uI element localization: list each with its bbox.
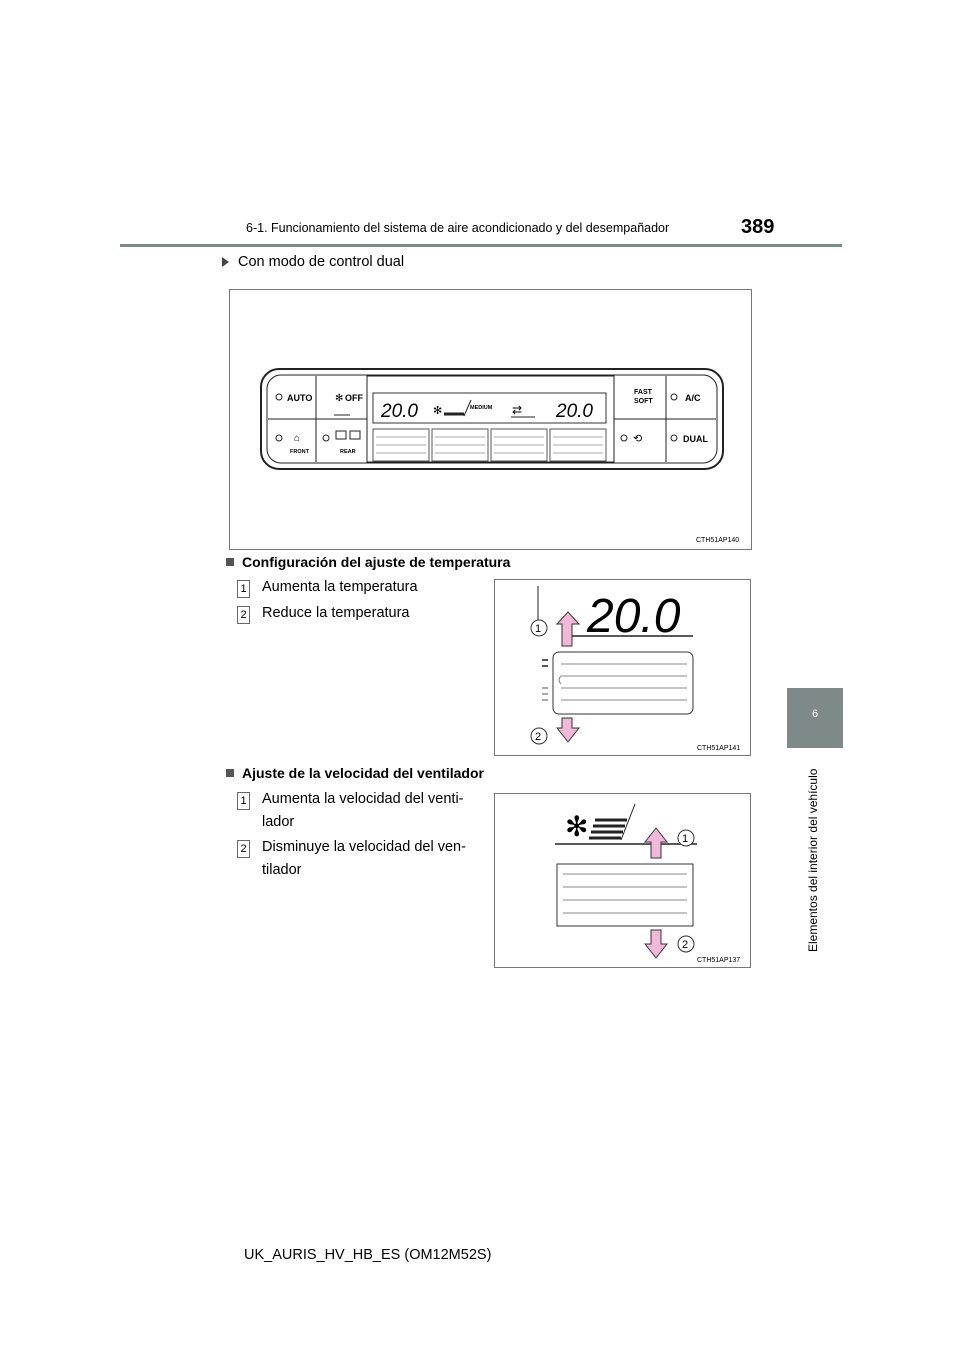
right-temp-display: 20.0 [556, 401, 593, 422]
auto-label: AUTO [287, 393, 313, 403]
page-number: 389 [741, 216, 775, 238]
step-text [262, 788, 487, 834]
header-rule [120, 244, 842, 247]
step-text-line: lador [262, 814, 295, 830]
figure-code: CTH51AP141 [697, 745, 741, 752]
chapter-side-label-text: Elementos del interior del vehículo [806, 768, 820, 952]
fast-label: FAST [634, 389, 652, 396]
recirculation-icon: ⟲ [633, 433, 643, 445]
section-marker-icon [226, 769, 234, 777]
callout-2: 2 [682, 939, 689, 951]
temperature-figure [494, 579, 751, 756]
step-number: 1 [237, 792, 250, 810]
step-text-line: tilador [262, 862, 302, 878]
manual-code: UK_AURIS_HV_HB_ES (OM12M52S) [244, 1247, 492, 1263]
mode-bullet [222, 254, 404, 270]
figure-code: CTH51AP140 [696, 537, 740, 544]
fan-section-title [226, 765, 484, 781]
soft-label: SOFT [634, 398, 653, 405]
callout-1: 1 [682, 833, 689, 845]
temperature-section-title-text: Configuración del ajuste de temperatura [242, 554, 511, 570]
step-text: Aumenta la temperatura [262, 579, 418, 595]
temperature-section-title [226, 554, 510, 570]
rear-label: REAR [340, 449, 356, 455]
chapter-side-label [772, 760, 852, 960]
decrease-arrow-icon [645, 930, 667, 958]
climate-control-panel-illustration [230, 290, 751, 549]
dual-label: DUAL [683, 434, 708, 444]
fan-small-icon: ✻ [335, 393, 344, 404]
step-text-line: Disminuye la velocidad del ven- [262, 839, 466, 855]
temperature-adjust-illustration [495, 580, 750, 755]
fan-icon: ✻ [565, 811, 589, 842]
fan-steps [237, 788, 487, 888]
chapter-tab-number: 6 [811, 708, 819, 720]
step-text: Reduce la temperatura [262, 605, 410, 621]
fan-figure [494, 793, 751, 968]
front-defog-icon: ⌂ [294, 433, 301, 444]
temperature-steps [237, 576, 487, 636]
step-text [262, 836, 487, 882]
left-temp-display: 20.0 [381, 401, 418, 422]
step-text-line: Aumenta la velocidad del venti- [262, 791, 464, 807]
section-marker-icon [226, 558, 234, 566]
step-number: 1 [237, 580, 250, 598]
decrease-arrow-icon [557, 718, 579, 742]
off-label: OFF [345, 393, 363, 403]
fan-speed-illustration [495, 794, 750, 967]
increase-arrow-icon [645, 828, 667, 858]
fan-section-title-text: Ajuste de la velocidad del ventilador [242, 765, 484, 781]
increase-arrow-icon [557, 612, 579, 646]
front-label: FRONT [290, 449, 309, 455]
figure-code: CTH51AP137 [697, 957, 741, 964]
temp-display-large: 20.0 [587, 590, 681, 643]
fan-icon: ✻ [433, 405, 443, 417]
control-panel-figure [229, 289, 752, 550]
medium-label: MEDIUM [470, 405, 493, 411]
step-number: 2 [237, 606, 250, 624]
callout-2: 2 [535, 731, 542, 743]
ac-label: A/C [685, 393, 701, 403]
step-number: 2 [237, 840, 250, 858]
chapter-heading: 6-1. Funcionamiento del sistema de aire acondicionado y del desempañador [246, 221, 670, 235]
mode-bullet-text: Con modo de control dual [238, 254, 405, 270]
callout-1: 1 [535, 623, 542, 635]
airflow-mode-icon: ⇄ [512, 403, 523, 417]
bullet-triangle-icon [222, 257, 229, 267]
